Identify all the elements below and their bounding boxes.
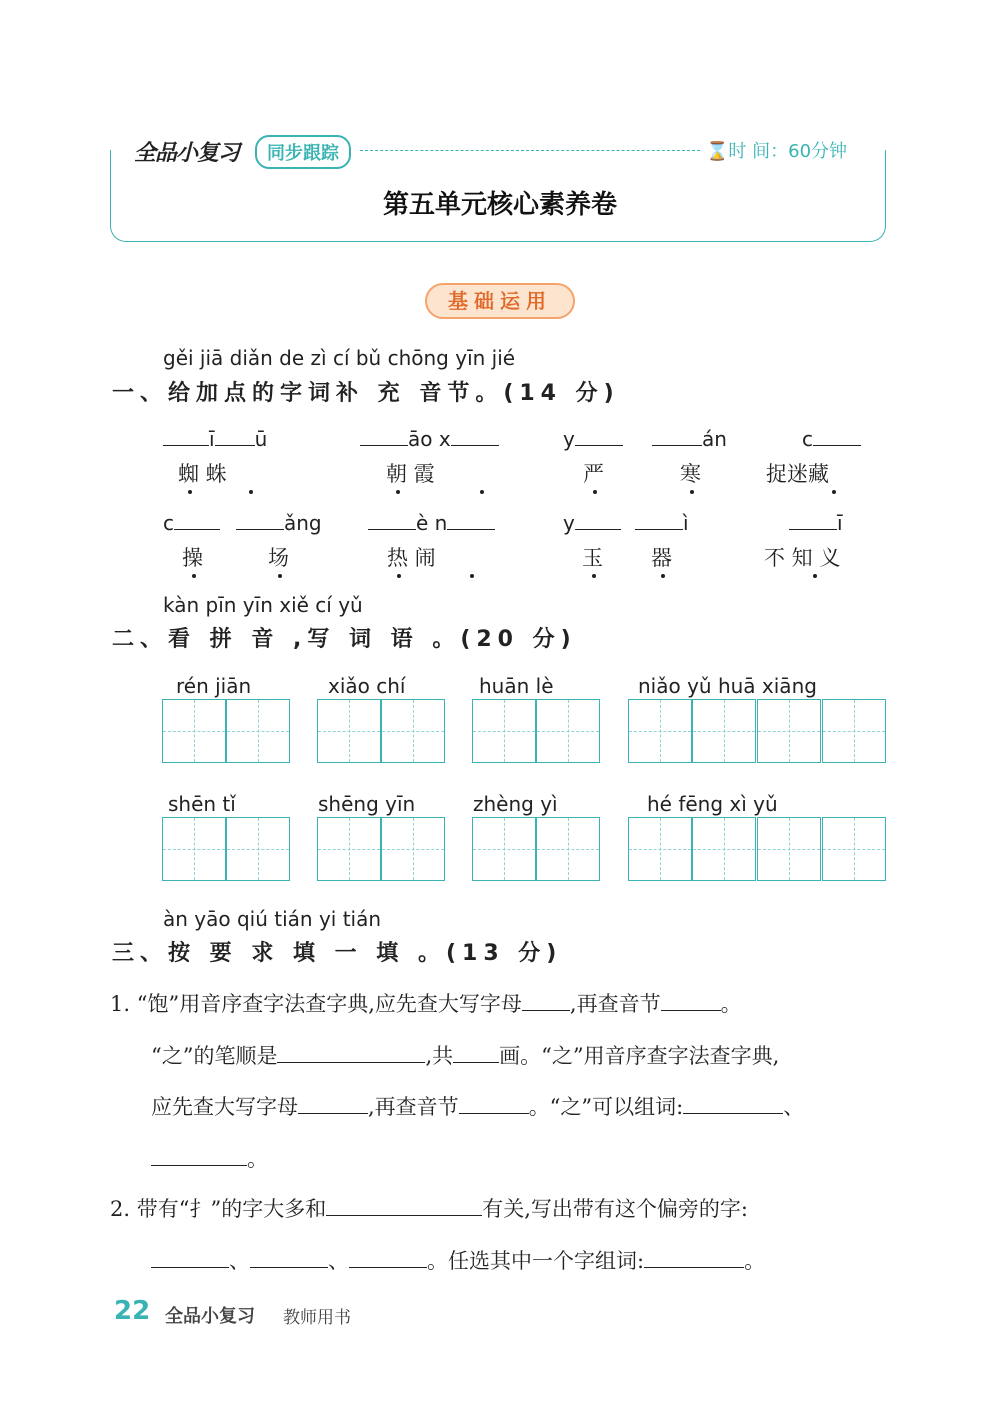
writing-cell[interactable] bbox=[692, 699, 756, 763]
q1-r2-item4-pinyin[interactable]: y bbox=[563, 511, 621, 535]
writing-cell[interactable] bbox=[822, 699, 886, 763]
writing-cell[interactable] bbox=[317, 699, 381, 763]
emphasis-dot bbox=[832, 490, 836, 494]
emphasis-dot bbox=[480, 490, 484, 494]
item-number: 1. bbox=[110, 992, 131, 1016]
q1-r1-item5-hanzi: 捉迷藏 bbox=[766, 462, 829, 486]
q2-r1-word1-pinyin: rén jiān bbox=[176, 674, 252, 698]
writing-cell[interactable] bbox=[317, 817, 381, 881]
q1-r2-item1-hanzi: 操 bbox=[182, 546, 203, 570]
header-dashed-line bbox=[360, 150, 700, 151]
answer-blank[interactable] bbox=[250, 1266, 328, 1268]
emphasis-dot bbox=[192, 574, 196, 578]
q2-r2-word2-pinyin: shēng yīn bbox=[318, 792, 416, 816]
q3-pinyin: àn yāo qiú tián yi tián bbox=[163, 907, 382, 931]
q1-r2-item3-hanzi: 热 闹 bbox=[387, 546, 436, 570]
answer-blank[interactable] bbox=[277, 1061, 425, 1063]
q3-item1-line4: 。 bbox=[151, 1143, 268, 1173]
emphasis-dot bbox=[397, 574, 401, 578]
sync-tag: 同步跟踪 bbox=[255, 135, 351, 169]
writing-cell[interactable] bbox=[822, 817, 886, 881]
q1-pinyin: gěi jiā diǎn de zì cí bǔ chōng yīn jié bbox=[163, 346, 516, 370]
q1-r2-item1-pinyin[interactable]: c bbox=[163, 511, 220, 535]
q1-r2-item6-hanzi: 不 知 义 bbox=[764, 546, 841, 570]
q1-r1-item3-hanzi: 严 bbox=[583, 462, 604, 486]
q3-item2-line1: 2. 带有“扌”的字大多和 有关,写出带有这个偏旁的字: bbox=[110, 1197, 748, 1221]
q1-r2-item2-pinyin[interactable]: ǎng bbox=[236, 511, 322, 535]
footer-subtitle: 教师用书 bbox=[283, 1308, 351, 1328]
answer-blank[interactable] bbox=[644, 1266, 744, 1268]
q1-r1-item2-pinyin[interactable]: āo x bbox=[360, 427, 499, 451]
answer-blank[interactable] bbox=[349, 1266, 427, 1268]
emphasis-dot bbox=[813, 574, 817, 578]
section-banner: 基础运用 bbox=[425, 283, 575, 319]
answer-blank[interactable] bbox=[683, 1112, 783, 1114]
q2-r1-word4-pinyin: niǎo yǔ huā xiāng bbox=[638, 674, 817, 698]
answer-blank[interactable] bbox=[151, 1164, 247, 1166]
answer-blank[interactable] bbox=[459, 1112, 529, 1114]
q1-r1-item4-pinyin[interactable]: án bbox=[652, 427, 727, 451]
writing-cell[interactable] bbox=[472, 699, 536, 763]
emphasis-dot bbox=[661, 574, 665, 578]
emphasis-dot bbox=[592, 574, 596, 578]
writing-cell[interactable] bbox=[162, 699, 226, 763]
writing-cell[interactable] bbox=[536, 699, 600, 763]
writing-cell[interactable] bbox=[226, 817, 290, 881]
writing-cell[interactable] bbox=[536, 817, 600, 881]
answer-blank[interactable] bbox=[453, 1061, 499, 1063]
answer-blank[interactable] bbox=[298, 1112, 368, 1114]
q3-title: 三、按 要 求 填 一 填 。(13 分) bbox=[112, 941, 563, 966]
q3-item1-line2: “之”的笔顺是 ,共 画。“之”用音序查字法查字典, bbox=[151, 1044, 780, 1068]
q2-r2-word4-pinyin: hé fēng xì yǔ bbox=[647, 792, 778, 816]
writing-cell[interactable] bbox=[757, 699, 821, 763]
answer-blank[interactable] bbox=[326, 1214, 482, 1216]
page-title: 第五单元核心素养卷 bbox=[382, 190, 617, 220]
q1-r2-item2-hanzi: 场 bbox=[268, 546, 289, 570]
q1-r2-item3-pinyin[interactable]: è n bbox=[368, 511, 495, 535]
time-label: ⌛时 间：60分钟 bbox=[700, 137, 853, 163]
q1-r2-item4-hanzi: 玉 bbox=[582, 546, 603, 570]
q1-r1-item3-pinyin[interactable]: y bbox=[563, 427, 623, 451]
q2-title: 二、看 拼 音 ,写 词 语 。(20 分) bbox=[112, 627, 577, 652]
emphasis-dot bbox=[278, 574, 282, 578]
q1-r2-item5-hanzi: 器 bbox=[651, 546, 672, 570]
emphasis-dot bbox=[249, 490, 253, 494]
writing-cell[interactable] bbox=[162, 817, 226, 881]
writing-cell[interactable] bbox=[628, 699, 692, 763]
writing-cell[interactable] bbox=[628, 817, 692, 881]
q1-r1-item1-hanzi: 蜘 蛛 bbox=[178, 462, 227, 486]
writing-cell[interactable] bbox=[692, 817, 756, 881]
answer-blank[interactable] bbox=[661, 1009, 721, 1011]
q3-item2-line2: 、 、 。任选其中一个字组词: 。 bbox=[151, 1245, 765, 1275]
answer-blank[interactable] bbox=[522, 1009, 570, 1011]
writing-cell[interactable] bbox=[757, 817, 821, 881]
q2-r1-word2-pinyin: xiǎo chí bbox=[328, 674, 406, 698]
page-number: 22 bbox=[114, 1296, 151, 1326]
q3-item1-line1: 1. “饱”用音序查字法查字典,应先查大写字母 ,再查音节 。 bbox=[110, 992, 742, 1016]
q2-pinyin: kàn pīn yīn xiě cí yǔ bbox=[163, 593, 363, 617]
q1-r1-item4-hanzi: 寒 bbox=[680, 462, 701, 486]
item-number: 2. bbox=[110, 1197, 131, 1221]
q2-r1-word3-pinyin: huān lè bbox=[479, 674, 554, 698]
answer-blank[interactable] bbox=[151, 1266, 229, 1268]
writing-cell[interactable] bbox=[226, 699, 290, 763]
q1-r1-item2-hanzi: 朝 霞 bbox=[386, 462, 435, 486]
q2-r2-word3-pinyin: zhèng yì bbox=[473, 792, 558, 816]
q1-r2-item6-pinyin[interactable]: ī bbox=[789, 511, 843, 535]
emphasis-dot bbox=[188, 490, 192, 494]
emphasis-dot bbox=[470, 574, 474, 578]
q1-r1-item5-pinyin[interactable]: c bbox=[802, 427, 861, 451]
emphasis-dot bbox=[593, 490, 597, 494]
q1-title: 一、给加点的字词补 充 音节。(14 分) bbox=[112, 381, 620, 406]
writing-cell[interactable] bbox=[472, 817, 536, 881]
footer-brand: 全品小复习 bbox=[165, 1306, 255, 1327]
q1-r2-item5-pinyin[interactable]: ì bbox=[635, 511, 689, 535]
writing-cell[interactable] bbox=[381, 699, 445, 763]
emphasis-dot bbox=[396, 490, 400, 494]
writing-cell[interactable] bbox=[381, 817, 445, 881]
emphasis-dot bbox=[690, 490, 694, 494]
q3-item1-line3: 应先查大写字母 ,再查音节 。“之”可以组词: 、 bbox=[151, 1095, 805, 1119]
brand-logo: 全品小复习 bbox=[130, 136, 243, 167]
q2-r2-word1-pinyin: shēn tǐ bbox=[168, 792, 236, 816]
q1-r1-item1-pinyin[interactable]: ī ū bbox=[163, 427, 267, 451]
